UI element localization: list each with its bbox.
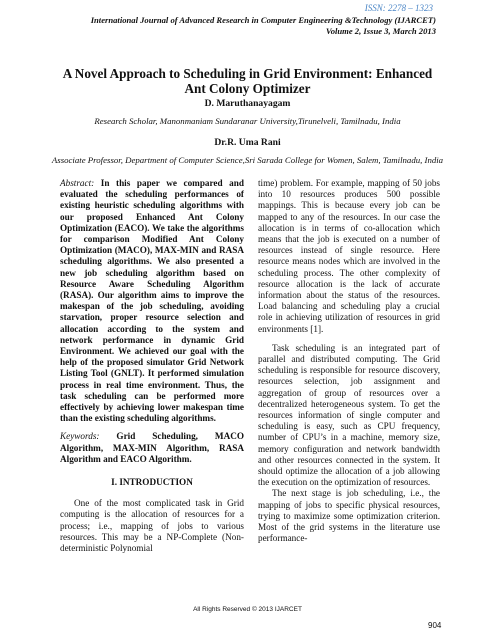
footer-copyright: All Rights Reserved © 2013 IJARCET xyxy=(193,606,302,613)
left-column xyxy=(60,178,244,554)
paper-title xyxy=(30,66,465,96)
journal-name: International Journal of Advanced Research in Computer Engineering &Technology (IJARCET) xyxy=(90,15,436,25)
author-1: D. Maruthanayagam xyxy=(204,98,291,109)
journal-volume: Volume 2, Issue 3, March 2013 xyxy=(325,26,436,36)
abstract-label: Abstract: xyxy=(60,178,95,188)
right-column xyxy=(258,178,440,545)
intro-paragraph-2: Task scheduling is an integrated part of parallel and distributed computing. The Grid scheduling is responsible for resource discovery, resources selection, job assignment and aggregation of group of resources over a decentralized heterogeneous system. To get the resources information of single computer and scheduling is easy, such as CPU frequency, number of CPU’s in a machine, memory size, memory configuration and network bandwidth and other resources connected in the system. It should optimize the allocation of a job allowing the execution on the optimization of resources. xyxy=(258,342,440,488)
keywords-text: Grid Scheduling, MACO Algorithm, MAX-MIN Algorithm, RASA Algorithm and EACO Algorithm. xyxy=(60,431,244,464)
paper-title-line2: Ant Colony Optimizer xyxy=(184,81,311,96)
intro-paragraph-1: One of the most complicated task in Grid computing is the allocation of resources for a process; i.e., mapping of jobs to various resources. This may be a NP-Complete (Non-deterministic Polynomial xyxy=(60,498,244,554)
affiliation-1: Research Scholar, Manonmaniam Sundaranar University,Tirunelveli, Tamilnadu, India xyxy=(94,116,401,126)
affiliation-2: Associate Professor, Department of Computer Science,Sri Sarada College for Women, Salem, Tamilnadu, India xyxy=(51,155,444,165)
journal-header xyxy=(60,15,436,37)
author-2: Dr.R. Uma Rani xyxy=(214,137,281,148)
issn-label: ISSN: 2278 – 1323 xyxy=(364,3,433,13)
abstract-text: In this paper we compared and evaluated the scheduling performances of existing heuristic scheduling algorithms with our proposed Enhanced Ant Colony Optimization (EACO). We take the algorithms for comparison Modified Ant Colony Optimization (MACO), MAX-MIN and RASA scheduling algorithms. We also presented a new job scheduling algorithm based on Resource Aware Scheduling Algorithm (RASA). Our algorithm aims to improve the makespan of the job scheduling, avoiding starvation, proper resource selection and allocation according to the system and network performance in dynamic Grid Environment. We achieved our goal with the help of the proposed simulator Grid Network Listing Tool (GNLT). It performed simulation process in real time environment. Thus, the task scheduling can be performed more effectively by achieving lower makespan time than the existing scheduling algorithms. xyxy=(60,178,244,424)
keywords-label: Keywords: xyxy=(60,431,100,442)
page-number: 904 xyxy=(428,621,442,630)
intro-paragraph-1-continued: time) problem. For example, mapping of 50 jobs into 10 resources produces 500 possible mappings. This is because every job can be mapped to any of the resources. In our case the allocation is in terms of co-allocation which means that the job is executed on a number of resources instead of single resource. Here resource means nodes which are involved in the scheduling process. The other complexity of resource allocation is the lack of accurate information about the status of the resources. Load balancing and scheduling play a crucial role in achieving utilization of resources in grid environments [1]. xyxy=(258,178,440,334)
section-heading-introduction: I. INTRODUCTION xyxy=(111,477,193,488)
keywords xyxy=(60,431,244,465)
abstract xyxy=(60,178,244,424)
paper-title-line1: A Novel Approach to Scheduling in Grid Environment: Enhanced xyxy=(62,66,433,81)
intro-paragraph-3: The next stage is job scheduling, i.e., the mapping of jobs to specific physical resources, trying to maximize some optimization criterion. Most of the grid systems in the literature use performance- xyxy=(258,488,440,544)
